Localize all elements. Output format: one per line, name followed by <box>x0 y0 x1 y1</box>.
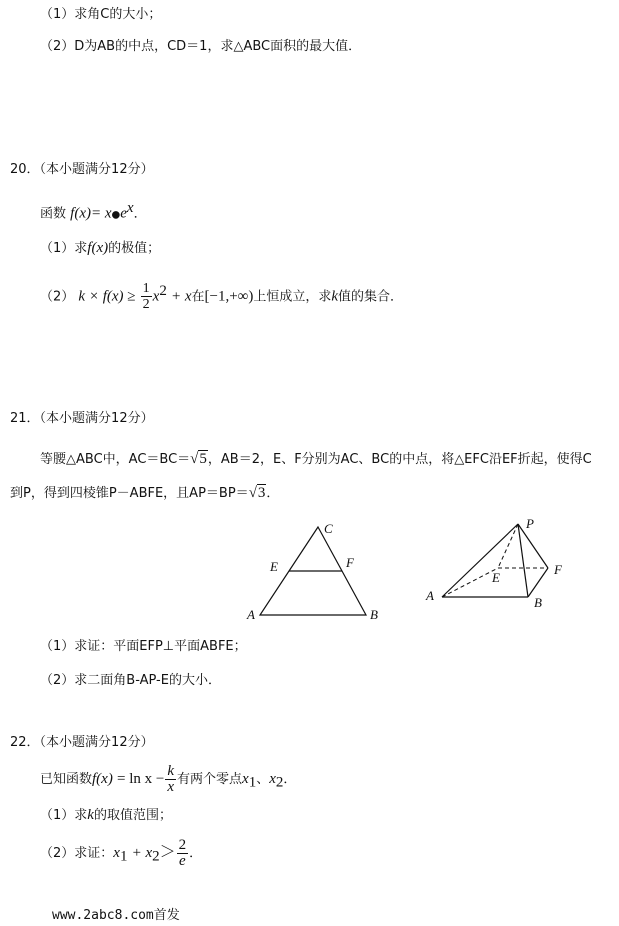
edge-pa <box>442 524 518 597</box>
q22-part2: （2）求证：$x_1 + x_2>$ $\frac{2}{e}$ ． <box>40 837 203 869</box>
label-p: P <box>526 516 534 531</box>
sqrt-3: √3 <box>248 485 266 501</box>
q22-header: 22．（本小题满分12分） <box>10 735 154 750</box>
q21-header: 21．（本小题满分12分） <box>10 411 154 426</box>
q20-header: 20．（本小题满分12分） <box>10 162 154 177</box>
q19-part2: （2）D为AB的中点，CD＝1，求△ABC面积的最大值． <box>40 39 362 54</box>
label-b2: B <box>534 595 542 610</box>
q22-function-def: 已知函数f(x) = ln x − $\frac{k}{x}$ 有两个零点$x_1$、$x_2$． <box>40 763 297 795</box>
q22-part1: （1）求k的取值范围； <box>40 807 172 823</box>
edge-ae <box>442 568 498 597</box>
q21-part1: （1）求证：平面EFP⊥平面ABFE； <box>40 639 247 654</box>
footer-source: www.2abc8.com首发 <box>52 908 180 923</box>
q19-part1: （1）求角C的大小； <box>40 7 162 22</box>
label-a2: A <box>426 588 434 603</box>
edge-pe <box>498 524 518 568</box>
label-e: E <box>270 559 278 574</box>
q21-statement-line2: 到P，得到四棱锥P－ABFE，且AP＝BP＝√3． <box>10 485 280 501</box>
q21-statement-line1: 等腰△ABC中，AC＝BC＝√5，AB＝2，E、F分别为AC、BC的中点，将△EFC沿EF折起，使得C <box>40 451 592 467</box>
label-b: B <box>370 607 378 622</box>
label-f: F <box>346 555 354 570</box>
q20-part2: （2） k × f(x) ≥ $\frac{1}{2}$ $x^2 + x$在[−1,+∞)上恒成立，求k值的集合． <box>40 281 404 313</box>
q21-part2: （2）求二面角B-AP-E的大小． <box>40 673 221 688</box>
sqrt-5: √5 <box>190 451 207 467</box>
triangle-figure <box>240 515 390 625</box>
q20-part1: （1）求f(x)的极值； <box>40 240 161 256</box>
label-e2: E <box>492 570 500 585</box>
label-a: A <box>247 607 255 622</box>
q20-function-def: 函数 $f(x)= x●e^x$． <box>40 200 147 222</box>
label-f2: F <box>554 562 562 577</box>
edge-pb <box>518 524 528 597</box>
label-c: C <box>324 521 333 536</box>
pyramid-figure <box>420 512 580 617</box>
edge-bf <box>528 568 548 597</box>
